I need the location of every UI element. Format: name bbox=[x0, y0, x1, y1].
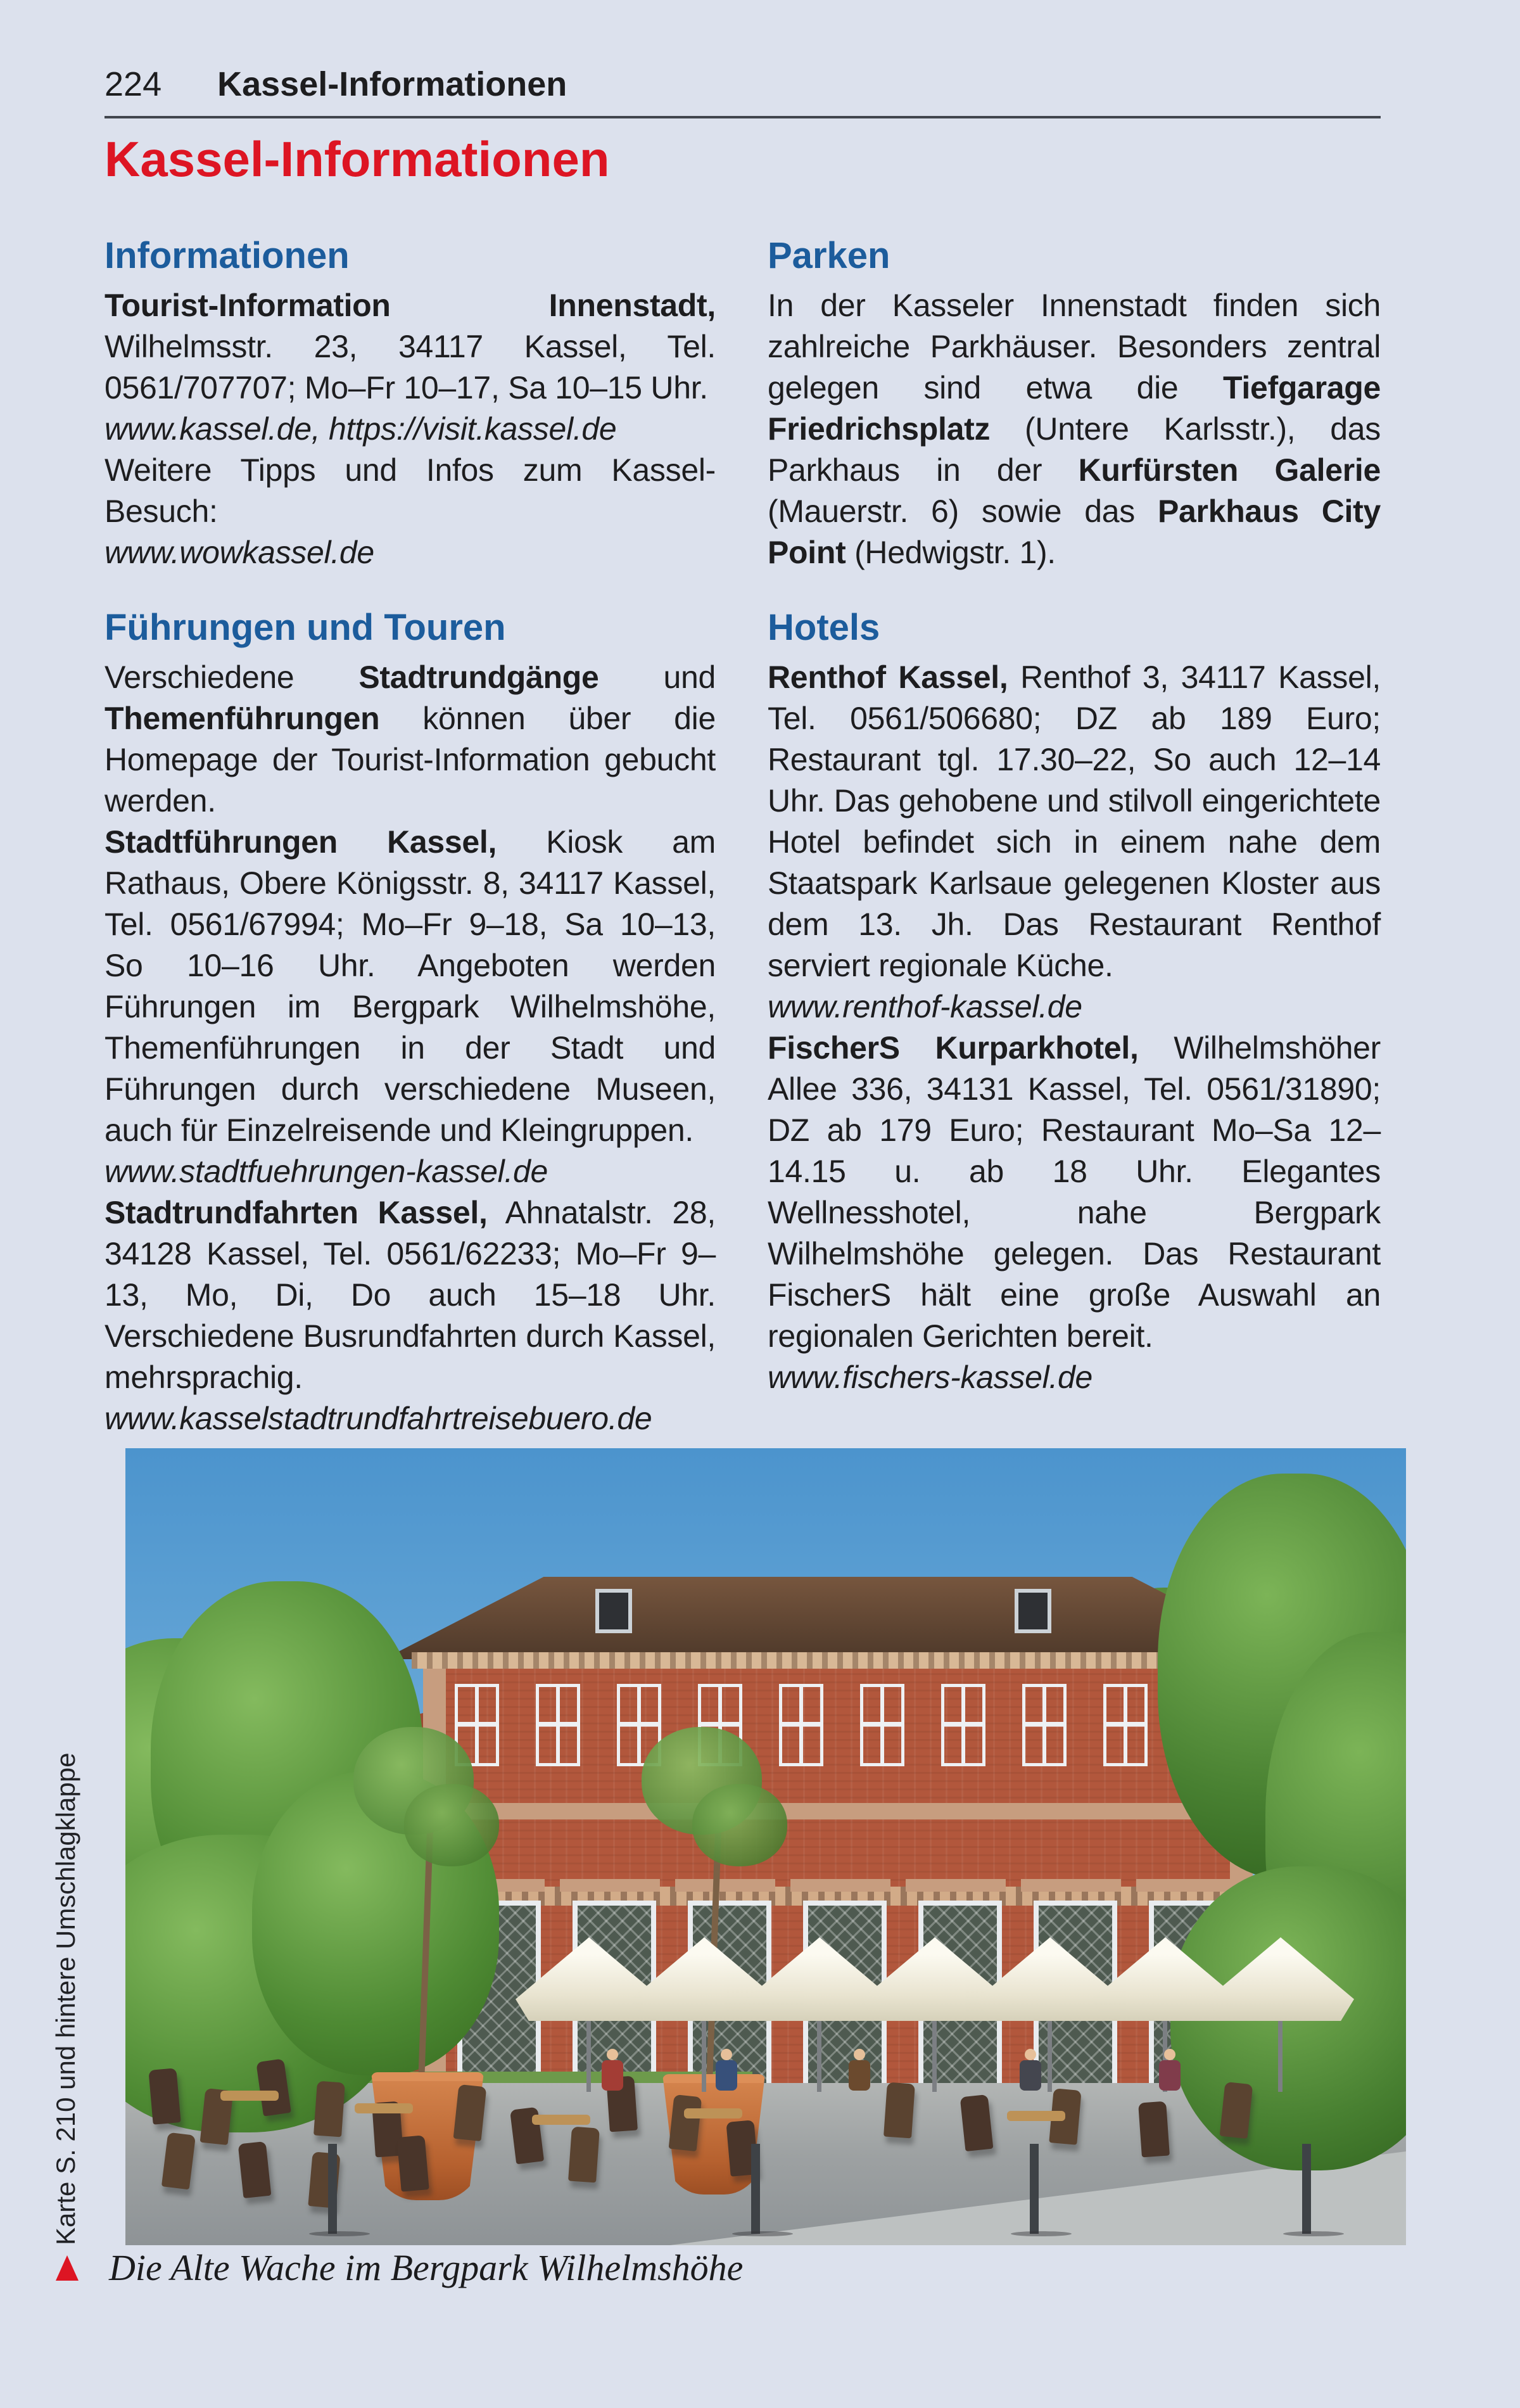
text-run: können über die Homepage der Tourist-Information gebucht werden. bbox=[104, 701, 716, 819]
building-eaves-cornice bbox=[412, 1652, 1258, 1669]
text-run: In der Kasseler Innenstadt finden sich zahlreiche Parkhäuser. Besonders zentral gelegen sind etwa die bbox=[768, 288, 1381, 405]
italic-run: www.wowkassel.de bbox=[104, 535, 374, 570]
bold-run: Stadtführungen Kassel, bbox=[104, 824, 497, 860]
building-roof bbox=[384, 1577, 1292, 1659]
header-rule bbox=[104, 116, 1381, 118]
person-body bbox=[716, 2060, 737, 2091]
bollard-post bbox=[751, 2144, 760, 2234]
cafe-table bbox=[684, 2108, 742, 2118]
cafe-chair bbox=[1138, 2101, 1170, 2158]
parasol-pole bbox=[1048, 2017, 1052, 2092]
bold-run: Kurfürsten Galerie bbox=[1078, 452, 1381, 488]
bollard-post bbox=[328, 2144, 337, 2234]
tree-foliage bbox=[404, 1784, 499, 1866]
cafe-table bbox=[532, 2115, 590, 2125]
person-head bbox=[1025, 2049, 1036, 2060]
person-head bbox=[721, 2049, 732, 2060]
url-line bbox=[104, 1398, 716, 1439]
paragraph bbox=[104, 450, 716, 532]
url-line bbox=[768, 986, 1381, 1028]
building-window bbox=[536, 1684, 580, 1766]
bold-run: Stadtrundfahrten Kassel, bbox=[104, 1195, 488, 1230]
italic-run: www.renthof-kassel.de bbox=[768, 989, 1082, 1024]
text-run: Wilhelmshöher Allee 336, 34131 Kassel, Tel. 0561/31890; DZ ab 179 Euro; Restaurant Mo–Sa 12–14.15 u. ab 18 Uhr. Elegantes Wellnesshotel, nahe Bergpark Wilhelmshöhe gelegen. Das Restaurant FischerS hält eine große Auswahl an regionalen Gerichten bereit. bbox=[768, 1030, 1381, 1354]
text-run: und bbox=[598, 659, 716, 695]
building-window bbox=[860, 1684, 904, 1766]
building-window bbox=[1022, 1684, 1067, 1766]
window-lintel bbox=[906, 1879, 1006, 1892]
page-title: Kassel-Informationen bbox=[104, 131, 610, 187]
running-head bbox=[104, 65, 1381, 104]
bold-run: Parkhaus City Point bbox=[768, 494, 1381, 570]
cafe-chair bbox=[238, 2141, 272, 2198]
building-string-course bbox=[423, 1803, 1253, 1819]
section bbox=[768, 608, 1381, 1398]
bold-run: Renthof Kassel, bbox=[768, 659, 1008, 695]
page-number: 224 bbox=[104, 65, 162, 103]
url-line bbox=[104, 409, 716, 450]
cafe-chair bbox=[396, 2135, 429, 2192]
bollard-shadow bbox=[1011, 2231, 1072, 2236]
cafe-table bbox=[355, 2103, 413, 2113]
building-window bbox=[941, 1684, 985, 1766]
cafe-chair bbox=[960, 2094, 994, 2151]
bollard-shadow bbox=[1283, 2231, 1344, 2236]
section bbox=[104, 236, 716, 573]
section-heading: Informationen bbox=[104, 235, 350, 276]
paragraph bbox=[768, 285, 1381, 573]
building-window bbox=[779, 1684, 823, 1766]
paragraph bbox=[104, 657, 716, 822]
window-lintel bbox=[675, 1879, 775, 1892]
parasol-pole bbox=[817, 2017, 821, 2092]
url-line bbox=[768, 1357, 1381, 1398]
cafe-table bbox=[220, 2091, 279, 2101]
column-right bbox=[768, 236, 1381, 1398]
bollard-shadow bbox=[732, 2231, 793, 2236]
person-body bbox=[602, 2060, 623, 2091]
url-line bbox=[104, 532, 716, 573]
cafe-chair bbox=[1220, 2082, 1253, 2139]
column-left bbox=[104, 236, 716, 1439]
bollard-post bbox=[1030, 2144, 1039, 2234]
bollard-shadow bbox=[309, 2231, 370, 2236]
window-lintel bbox=[560, 1879, 660, 1892]
person-body bbox=[1020, 2060, 1041, 2091]
italic-run: www.fischers-kassel.de bbox=[768, 1360, 1093, 1395]
bold-run: FischerS Kurparkhotel, bbox=[768, 1030, 1139, 1066]
person-head bbox=[607, 2049, 618, 2060]
url-line bbox=[104, 1151, 716, 1192]
cafe-table bbox=[1007, 2111, 1065, 2121]
parasol-pole bbox=[932, 2017, 937, 2092]
paragraph bbox=[768, 1028, 1381, 1357]
roof-dormer-window bbox=[595, 1589, 632, 1633]
text-run: Wilhelmsstr. 23, 34117 Kassel, Tel. 0561/707707; Mo–Fr 10–17, Sa 10–15 Uhr. bbox=[104, 329, 716, 405]
parasol-pole bbox=[1278, 2017, 1282, 2092]
sidebar-map-reference: Karte S. 210 und hintere Umschlagklappe bbox=[51, 1752, 80, 2245]
text-run: Verschiedene bbox=[104, 659, 359, 695]
text-run: (Hedwigstr. 1). bbox=[846, 535, 1056, 570]
bollard-post bbox=[1302, 2144, 1311, 2234]
paragraph bbox=[768, 657, 1381, 986]
cafe-chair bbox=[669, 2094, 702, 2151]
text-run: (Untere Karlsstr.), das Parkhaus in der bbox=[768, 411, 1381, 488]
text-run: Weitere Tipps und Infos zum Kassel-Besuch: bbox=[104, 452, 716, 529]
cafe-chair bbox=[453, 2084, 487, 2141]
section-heading: Führungen und Touren bbox=[104, 607, 506, 648]
bold-run: Tourist-Information Innenstadt, bbox=[104, 288, 716, 323]
section-heading: Hotels bbox=[768, 607, 880, 648]
bold-run: Stadtrundgänge bbox=[358, 659, 599, 695]
italic-run: www.stadtfuehrungen-kassel.de bbox=[104, 1154, 548, 1189]
text-run: Kiosk am Rathaus, Obere Königsstr. 8, 34117 Kassel, Tel. 0561/67994; Mo–Fr 9–18, Sa 10–13, So 10–16 Uhr. Angeboten werden Führungen im Bergpark Wilhelmshöhe, Themenführungen in der Stadt und Führungen durch verschiedene Museen, auch für Einzelreisende und Kleingruppen. bbox=[104, 824, 716, 1148]
window-lintel bbox=[790, 1879, 890, 1892]
photo-alte-wache bbox=[125, 1448, 1406, 2245]
italic-run: www.kassel.de, https://visit.kassel.de bbox=[104, 411, 617, 447]
cafe-chair bbox=[314, 2081, 345, 2137]
cafe-chair bbox=[148, 2068, 180, 2125]
bold-run: Themenführungen bbox=[104, 701, 380, 736]
paragraph bbox=[104, 1192, 716, 1398]
photo-caption: Die Alte Wache im Bergpark Wilhelmshöhe bbox=[109, 2247, 744, 2288]
text-run: Renthof 3, 34117 Kassel, Tel. 0561/506680; DZ ab 189 Euro; Restaurant tgl. 17.30–22, So auch 12–14 Uhr. Das gehobene und stilvoll eingerichtete Hotel befindet sich in einem nahe dem Staatspark Karlsaue gelegenen Kloster aus dem 13. Jh. Das Restaurant Renthof serviert regionale Küche. bbox=[768, 659, 1381, 983]
paragraph bbox=[104, 822, 716, 1151]
section bbox=[768, 236, 1381, 573]
cafe-chair bbox=[568, 2127, 600, 2183]
building-window bbox=[1103, 1684, 1148, 1766]
running-head-section: Kassel-Informationen bbox=[217, 65, 567, 103]
person-head bbox=[854, 2049, 865, 2060]
person-body bbox=[1159, 2060, 1181, 2091]
map-marker-triangle-icon bbox=[56, 2255, 79, 2281]
window-lintel bbox=[1136, 1879, 1236, 1892]
roof-dormer-window bbox=[1015, 1589, 1051, 1633]
section bbox=[104, 608, 716, 1439]
person-head bbox=[1164, 2049, 1175, 2060]
parasol-pole bbox=[586, 2017, 591, 2092]
italic-run: www.kasselstadtrundfahrtreisebuero.de bbox=[104, 1401, 652, 1436]
text-run: (Mauerstr. 6) sowie das bbox=[768, 494, 1158, 529]
parasol-pole bbox=[702, 2017, 706, 2092]
window-lintel bbox=[1021, 1879, 1121, 1892]
text-run: Ahnatalstr. 28, 34128 Kassel, Tel. 0561/62233; Mo–Fr 9–13, Mo, Di, Do auch 15–18 Uhr. Verschiedene Busrundfahrten durch Kassel, mehrsprachig. bbox=[104, 1195, 716, 1395]
section-heading: Parken bbox=[768, 235, 890, 276]
tree-foliage bbox=[692, 1784, 787, 1866]
bold-run: Tiefgarage Friedrichsplatz bbox=[768, 370, 1381, 447]
paragraph bbox=[104, 285, 716, 409]
person-body bbox=[849, 2060, 870, 2091]
cafe-chair bbox=[884, 2082, 915, 2139]
